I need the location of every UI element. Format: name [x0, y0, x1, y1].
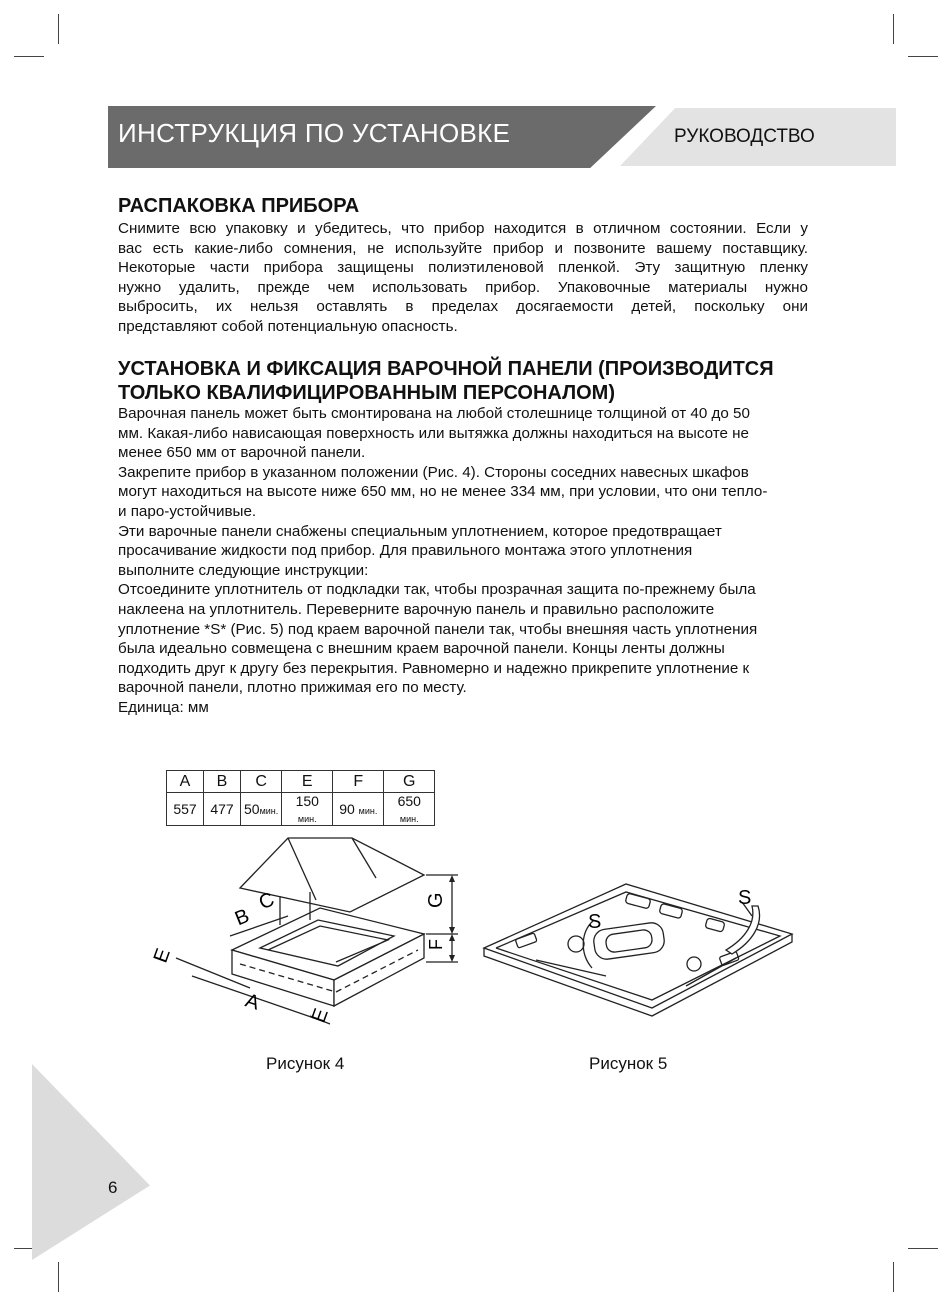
header-tab-label: РУКОВОДСТВО — [674, 126, 815, 147]
text-line: представляют собой потенциальную опасность. — [118, 317, 458, 335]
page-number: 6 — [108, 1178, 118, 1197]
text-line: Варочная панель может быть смонтирована на любой столешнице толщиной от 40 до 50 — [118, 405, 750, 422]
table-header-cell: F — [333, 771, 384, 793]
text-line: мм. Какая-либо нависающая поверхность или вытяжка должны находиться на высоте не — [118, 424, 749, 442]
label-g: G — [425, 892, 447, 908]
heading-line: ТОЛЬКО КВАЛИФИЦИРОВАННЫМ ПЕРСОНАЛОМ) — [118, 382, 615, 404]
table-cell — [282, 793, 333, 826]
label-s-inner: S — [588, 911, 602, 933]
text-line: варочной панели, плотно прижимая его по месту. — [118, 679, 467, 697]
table-header-cell: C — [241, 771, 282, 793]
label-a: A — [242, 989, 263, 1015]
table-header-cell: G — [384, 771, 435, 793]
text-line: менее 650 мм от варочной панели. — [118, 444, 366, 462]
label-c: C — [255, 888, 278, 915]
section-heading-unpacking: РАСПАКОВКА ПРИБОРА — [118, 195, 360, 217]
cell-unit: мин. — [259, 806, 279, 816]
cell-value: 150 — [295, 793, 319, 809]
cell-value: 477 — [210, 801, 234, 817]
crop-mark — [908, 56, 938, 57]
table-cell — [333, 793, 384, 826]
text-line: выбросить, их нельзя оставлять в пределах досягаемости детей, поскольку они — [118, 298, 808, 316]
section-heading-installation — [118, 357, 774, 405]
section-paragraph-installation — [118, 404, 808, 718]
table-header-cell: B — [204, 771, 241, 793]
page-corner-decoration — [32, 1064, 150, 1260]
text-line: наклеена на уплотнитель. Переверните варочную панель и правильно расположите — [118, 600, 715, 618]
crop-mark — [908, 1248, 938, 1249]
table-row — [167, 793, 435, 826]
label-s-outer: S — [738, 887, 752, 909]
cell-unit: мин. — [399, 814, 419, 824]
label-f: F — [426, 939, 446, 950]
cell-value: 90 — [339, 801, 355, 817]
figure-4-diagram — [140, 830, 480, 1040]
cell-value: 557 — [173, 801, 197, 817]
text-line: была идеально совмещена с внешним краем варочной панели. Концы ленты должны — [118, 640, 725, 658]
text-line: Эти варочные панели снабжены специальным уплотнением, которое предотвращает — [118, 522, 722, 540]
table-cell — [384, 793, 435, 826]
crop-mark — [14, 56, 44, 57]
label-e-right: E — [307, 1005, 333, 1026]
label-b: B — [231, 904, 253, 931]
text-line: просачивание жидкости под прибор. Для правильного монтажа этого уплотнения — [118, 542, 693, 560]
text-line: Некоторые части прибора защищены полиэтиленовой пленкой. Эту защитную пленку — [118, 259, 808, 277]
text-line: могут находиться на высоте ниже 650 мм, но не менее 334 мм, при условии, что они тепло- — [118, 483, 768, 501]
table-cell — [204, 793, 241, 826]
figure-5-caption: Рисунок 5 — [589, 1054, 668, 1073]
heading-line: УСТАНОВКА И ФИКСАЦИЯ ВАРОЧНОЙ ПАНЕЛИ (ПРОИЗВОДИТСЯ — [118, 358, 774, 380]
text-line: Единица: мм — [118, 698, 209, 716]
text-line: уплотнение *S* (Рис. 5) под краем варочной панели так, чтобы внешняя часть уплотнения — [118, 620, 758, 638]
text-line: выполните следующие инструкции: — [118, 561, 369, 579]
table-header-cell: A — [167, 771, 204, 793]
text-line: Отсоедините уплотнитель от подкладки так, чтобы прозрачная защита по-прежнему была — [118, 581, 756, 599]
table-header-row — [167, 771, 435, 793]
figure-4-caption: Рисунок 4 — [266, 1054, 345, 1073]
text-line: подходить друг к другу без перекрытия. Равномерно и надежно прикрепите уплотнение к — [118, 659, 750, 677]
crop-mark — [893, 14, 894, 44]
table-cell — [167, 793, 204, 826]
crop-mark — [58, 14, 59, 44]
cell-value: 50 — [244, 801, 260, 817]
table-cell — [241, 793, 282, 826]
figure-5-diagram — [476, 876, 816, 1026]
text-line: Закрепите прибор в указанном положении (Рис. 4). Стороны соседних навесных шкафов — [118, 463, 749, 481]
text-line: и паро-устойчивые. — [118, 502, 257, 520]
text-line: Снимите всю упаковку и убедитесь, что прибор находится в отличном состоянии. Если у — [118, 220, 808, 237]
cell-unit: мин. — [358, 806, 378, 816]
dimensions-table — [166, 770, 435, 826]
text-line: нужно удалить, прежде чем использовать прибор. Упаковочные материалы нужно — [118, 278, 808, 296]
section-paragraph-unpacking — [118, 219, 808, 337]
crop-mark — [58, 1262, 59, 1292]
crop-mark — [893, 1262, 894, 1292]
label-e-left: E — [149, 945, 175, 966]
table-header-cell: E — [282, 771, 333, 793]
cell-unit: мин. — [297, 814, 317, 824]
cell-value: 650 — [397, 793, 421, 809]
page-title: ИНСТРУКЦИЯ ПО УСТАНОВКЕ — [118, 118, 511, 148]
text-line: вас есть какие-либо сомнения, не используйте прибор и позвоните вашему поставщику. — [118, 239, 808, 257]
